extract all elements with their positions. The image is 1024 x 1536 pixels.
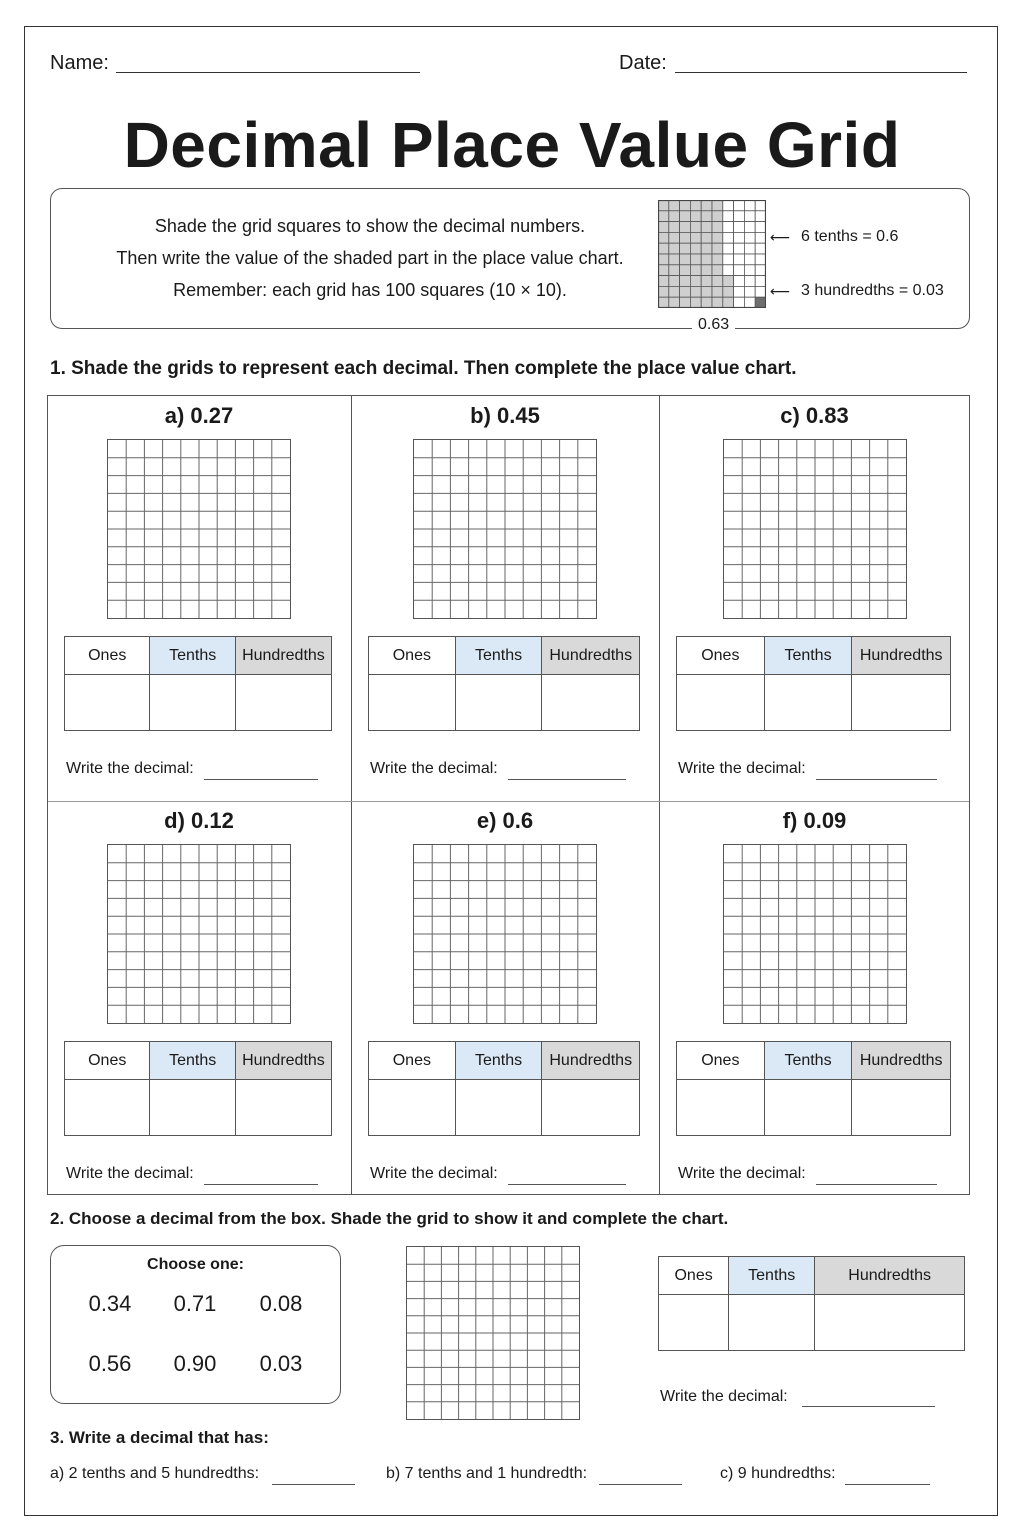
example-grid-square	[680, 286, 691, 297]
arrow-left-icon: ⟵	[770, 283, 791, 299]
hundredths-cell[interactable]	[542, 675, 640, 731]
hundred-grid[interactable]	[107, 844, 291, 1024]
example-grid-square	[690, 232, 701, 243]
hundredths-cell[interactable]	[235, 1080, 331, 1136]
example-grid-square	[690, 297, 701, 308]
item-label: b) 0.45	[470, 403, 540, 428]
example-grid-square	[658, 200, 669, 211]
example-grid-square	[712, 232, 723, 243]
example-grid-square	[755, 243, 766, 254]
example-grid-square	[723, 254, 734, 265]
example-grid-square	[690, 286, 701, 297]
example-grid-square	[723, 243, 734, 254]
ones-cell[interactable]	[65, 1080, 150, 1136]
write-decimal-field[interactable]	[816, 1184, 937, 1185]
date-label: Date:	[619, 52, 667, 74]
hundred-grid[interactable]	[107, 439, 291, 619]
example-grid-square	[669, 211, 680, 222]
example-grid-square	[658, 265, 669, 276]
instruction-line-3: Remember: each grid has 100 squares (10 × 10).	[173, 280, 567, 300]
write-decimal-label: Write the decimal:	[678, 760, 806, 777]
place-value-chart	[676, 636, 951, 731]
hundredths-header: Hundredths	[542, 1042, 640, 1080]
example-grid-square	[755, 211, 766, 222]
item-label: d) 0.12	[164, 808, 234, 833]
example-grid-square	[712, 286, 723, 297]
item-label: a) 0.27	[164, 403, 234, 428]
question-1-heading: 1. Shade the grids to represent each decimal. Then complete the place value chart.	[50, 358, 797, 379]
hundredths-cell[interactable]	[852, 675, 951, 731]
tenths-header: Tenths	[729, 1257, 815, 1295]
write-decimal-field[interactable]	[802, 1406, 935, 1407]
question-3a-field[interactable]	[272, 1484, 355, 1485]
page-title: Decimal Place Value Grid	[123, 109, 901, 181]
tenths-cell[interactable]	[150, 675, 235, 731]
item-label: c) 0.83	[780, 403, 849, 428]
ones-cell[interactable]	[369, 675, 456, 731]
arrow-left-icon: ⟵	[770, 229, 791, 245]
hundredths-header: Hundredths	[235, 1042, 331, 1080]
write-decimal-field[interactable]	[508, 779, 626, 780]
ones-cell[interactable]	[659, 1295, 729, 1351]
example-grid-square	[669, 276, 680, 287]
example-grid-square	[712, 243, 723, 254]
question-3c-label: c) 9 hundredths:	[720, 1465, 836, 1482]
example-grid-square	[723, 297, 734, 308]
example-grid-square	[669, 243, 680, 254]
question-3-heading: 3. Write a decimal that has:	[50, 1428, 269, 1447]
question-3b-field[interactable]	[599, 1484, 682, 1485]
tenths-header: Tenths	[150, 637, 235, 675]
ones-cell[interactable]	[677, 675, 765, 731]
question-1-item	[47, 395, 351, 800]
item-label: f) 0.09	[782, 808, 847, 833]
question-3b-label: b) 7 tenths and 1 hundredth:	[386, 1465, 588, 1482]
choice-option[interactable]: 0.34	[88, 1291, 132, 1316]
example-grid-square	[744, 232, 755, 243]
write-decimal-field[interactable]	[816, 779, 937, 780]
example-grid-square	[669, 232, 680, 243]
example-grid-square	[755, 200, 766, 211]
example-grid-square	[755, 276, 766, 287]
example-grid-square	[701, 297, 712, 308]
example-grid-square	[701, 254, 712, 265]
example-grid-square	[723, 211, 734, 222]
tenths-header: Tenths	[455, 637, 542, 675]
example-grid-square	[744, 297, 755, 308]
example-grid-square	[734, 265, 745, 276]
tenths-cell[interactable]	[764, 1080, 852, 1136]
hundredths-cell[interactable]	[852, 1080, 951, 1136]
example-grid-square	[669, 200, 680, 211]
example-grid-square	[734, 232, 745, 243]
example-grid-square	[755, 254, 766, 265]
write-decimal-field[interactable]	[508, 1184, 626, 1185]
question-1-item	[351, 800, 659, 1205]
example-grid-square	[755, 286, 766, 297]
choice-option[interactable]: 0.90	[173, 1351, 217, 1376]
example-grid-square	[701, 232, 712, 243]
example-grid-square	[734, 297, 745, 308]
example-grid-square	[658, 276, 669, 287]
example-grid-square	[658, 232, 669, 243]
item-label: e) 0.6	[476, 808, 534, 833]
place-value-chart	[676, 1041, 951, 1136]
example-grid-square	[680, 200, 691, 211]
example-grid-square	[658, 211, 669, 222]
example-grid-square	[712, 211, 723, 222]
name-label: Name:	[50, 52, 109, 74]
tenths-header: Tenths	[764, 637, 852, 675]
example-grid-square	[744, 276, 755, 287]
ones-header: Ones	[659, 1257, 729, 1295]
hundredths-header: Hundredths	[852, 637, 951, 675]
example-grid-square	[755, 232, 766, 243]
ones-cell[interactable]	[677, 1080, 765, 1136]
choice-box	[50, 1245, 341, 1404]
write-decimal-label: Write the decimal:	[370, 1165, 498, 1182]
hundred-grid[interactable]	[723, 844, 907, 1024]
example-grid-square	[690, 222, 701, 233]
choice-option[interactable]: 0.56	[88, 1351, 132, 1376]
example-grid-square	[658, 254, 669, 265]
example-grid-square	[712, 200, 723, 211]
ones-header: Ones	[369, 1042, 456, 1080]
hundred-grid[interactable]	[723, 439, 907, 619]
example-tenths-label: 6 tenths = 0.6	[801, 228, 899, 245]
example-grid-square	[669, 297, 680, 308]
write-decimal-label: Write the decimal:	[660, 1388, 788, 1405]
question-2-heading: 2. Choose a decimal from the box. Shade the grid to show it and complete the chart.	[50, 1209, 729, 1228]
example-grid-square	[669, 265, 680, 276]
tenths-cell[interactable]	[455, 1080, 542, 1136]
write-decimal-label: Write the decimal:	[66, 760, 194, 777]
place-value-chart	[658, 1256, 965, 1351]
example-grid-square	[669, 254, 680, 265]
example-grid-square	[734, 243, 745, 254]
hundred-grid[interactable]	[413, 844, 597, 1024]
example-grid-square	[734, 222, 745, 233]
ones-cell[interactable]	[369, 1080, 456, 1136]
example-grid-square	[744, 286, 755, 297]
example-grid-square	[701, 211, 712, 222]
hundredths-header: Hundredths	[235, 637, 331, 675]
example-grid-square	[690, 265, 701, 276]
example-grid-square	[680, 222, 691, 233]
write-decimal-label: Write the decimal:	[678, 1165, 806, 1182]
example-grid-square	[712, 297, 723, 308]
example-grid-square	[690, 211, 701, 222]
hundredths-header: Hundredths	[852, 1042, 951, 1080]
example-grid-square	[690, 243, 701, 254]
example-hundredths-label: 3 hundredths = 0.03	[801, 282, 944, 299]
question-1-item	[659, 395, 970, 800]
example-grid-square	[680, 276, 691, 287]
question-3a-label: a) 2 tenths and 5 hundredths:	[50, 1465, 260, 1482]
example-grid-square	[680, 265, 691, 276]
place-value-chart	[64, 1041, 332, 1136]
example-grid-square	[734, 200, 745, 211]
name-field[interactable]	[116, 72, 420, 73]
example-grid-square	[680, 232, 691, 243]
example-grid-square	[723, 286, 734, 297]
hundred-grid[interactable]	[413, 439, 597, 619]
example-grid	[658, 200, 766, 313]
ones-cell[interactable]	[65, 675, 150, 731]
hundredths-cell[interactable]	[815, 1295, 965, 1351]
example-grid-square	[744, 243, 755, 254]
example-grid-square	[680, 243, 691, 254]
ones-header: Ones	[677, 637, 765, 675]
example-grid-square	[723, 222, 734, 233]
tenths-cell[interactable]	[455, 675, 542, 731]
date-field[interactable]	[675, 72, 967, 73]
example-grid-square	[734, 286, 745, 297]
example-grid-square	[712, 254, 723, 265]
tenths-header: Tenths	[455, 1042, 542, 1080]
hundred-grid[interactable]	[406, 1246, 580, 1420]
example-grid-square	[701, 222, 712, 233]
choice-option[interactable]: 0.03	[259, 1351, 303, 1376]
example-grid-square	[755, 297, 766, 308]
write-decimal-label: Write the decimal:	[370, 760, 498, 777]
tenths-cell[interactable]	[729, 1295, 815, 1351]
question-3c-field[interactable]	[845, 1484, 930, 1485]
example-grid-square	[744, 265, 755, 276]
example-grid-square	[658, 222, 669, 233]
place-value-chart	[368, 1041, 640, 1136]
example-grid-square	[744, 200, 755, 211]
example-grid-square	[669, 222, 680, 233]
example-grid-square	[734, 254, 745, 265]
write-decimal-field[interactable]	[204, 1184, 318, 1185]
ones-header: Ones	[65, 1042, 150, 1080]
example-grid-square	[723, 265, 734, 276]
tenths-cell[interactable]	[764, 675, 852, 731]
example-grid-square	[723, 232, 734, 243]
write-decimal-field[interactable]	[204, 779, 318, 780]
example-grid-square	[734, 211, 745, 222]
choice-option[interactable]: 0.71	[173, 1291, 217, 1316]
choice-box-title: Choose one:	[147, 1256, 244, 1273]
example-grid-square	[755, 265, 766, 276]
example-grid-square	[690, 200, 701, 211]
tenths-cell[interactable]	[150, 1080, 235, 1136]
ones-header: Ones	[65, 637, 150, 675]
example-grid-square	[690, 254, 701, 265]
example-grid-square	[701, 286, 712, 297]
hundredths-header: Hundredths	[542, 637, 640, 675]
example-grid-square	[658, 243, 669, 254]
example-grid-square	[701, 265, 712, 276]
instruction-line-2: Then write the value of the shaded part in the place value chart.	[116, 248, 624, 268]
question-1-item	[659, 800, 970, 1205]
example-grid-square	[701, 200, 712, 211]
example-grid-square	[712, 276, 723, 287]
example-total-label: 0.63	[692, 316, 735, 334]
hundredths-cell[interactable]	[542, 1080, 640, 1136]
example-grid-square	[744, 254, 755, 265]
example-grid-square	[701, 276, 712, 287]
example-grid-square	[658, 297, 669, 308]
example-grid-square	[680, 297, 691, 308]
example-grid-square	[680, 211, 691, 222]
example-grid-square	[690, 276, 701, 287]
instruction-line-1: Shade the grid squares to show the decimal numbers.	[154, 216, 586, 236]
place-value-chart	[64, 636, 332, 731]
example-grid-square	[712, 265, 723, 276]
example-grid-square	[723, 200, 734, 211]
hundredths-header: Hundredths	[815, 1257, 965, 1295]
ones-header: Ones	[677, 1042, 765, 1080]
example-grid-square	[669, 286, 680, 297]
tenths-header: Tenths	[764, 1042, 852, 1080]
example-grid-square	[658, 286, 669, 297]
hundredths-cell[interactable]	[235, 675, 331, 731]
example-grid-square	[723, 276, 734, 287]
question-1-item	[47, 800, 351, 1205]
tenths-header: Tenths	[150, 1042, 235, 1080]
choice-option[interactable]: 0.08	[259, 1291, 303, 1316]
question-1-item	[351, 395, 659, 800]
write-decimal-label: Write the decimal:	[66, 1165, 194, 1182]
example-grid-square	[734, 276, 745, 287]
example-grid-square	[701, 243, 712, 254]
example-grid-square	[712, 222, 723, 233]
place-value-chart	[368, 636, 640, 731]
example-grid-square	[744, 211, 755, 222]
example-grid-square	[680, 254, 691, 265]
example-grid-square	[755, 222, 766, 233]
example-grid-square	[744, 222, 755, 233]
ones-header: Ones	[369, 637, 456, 675]
